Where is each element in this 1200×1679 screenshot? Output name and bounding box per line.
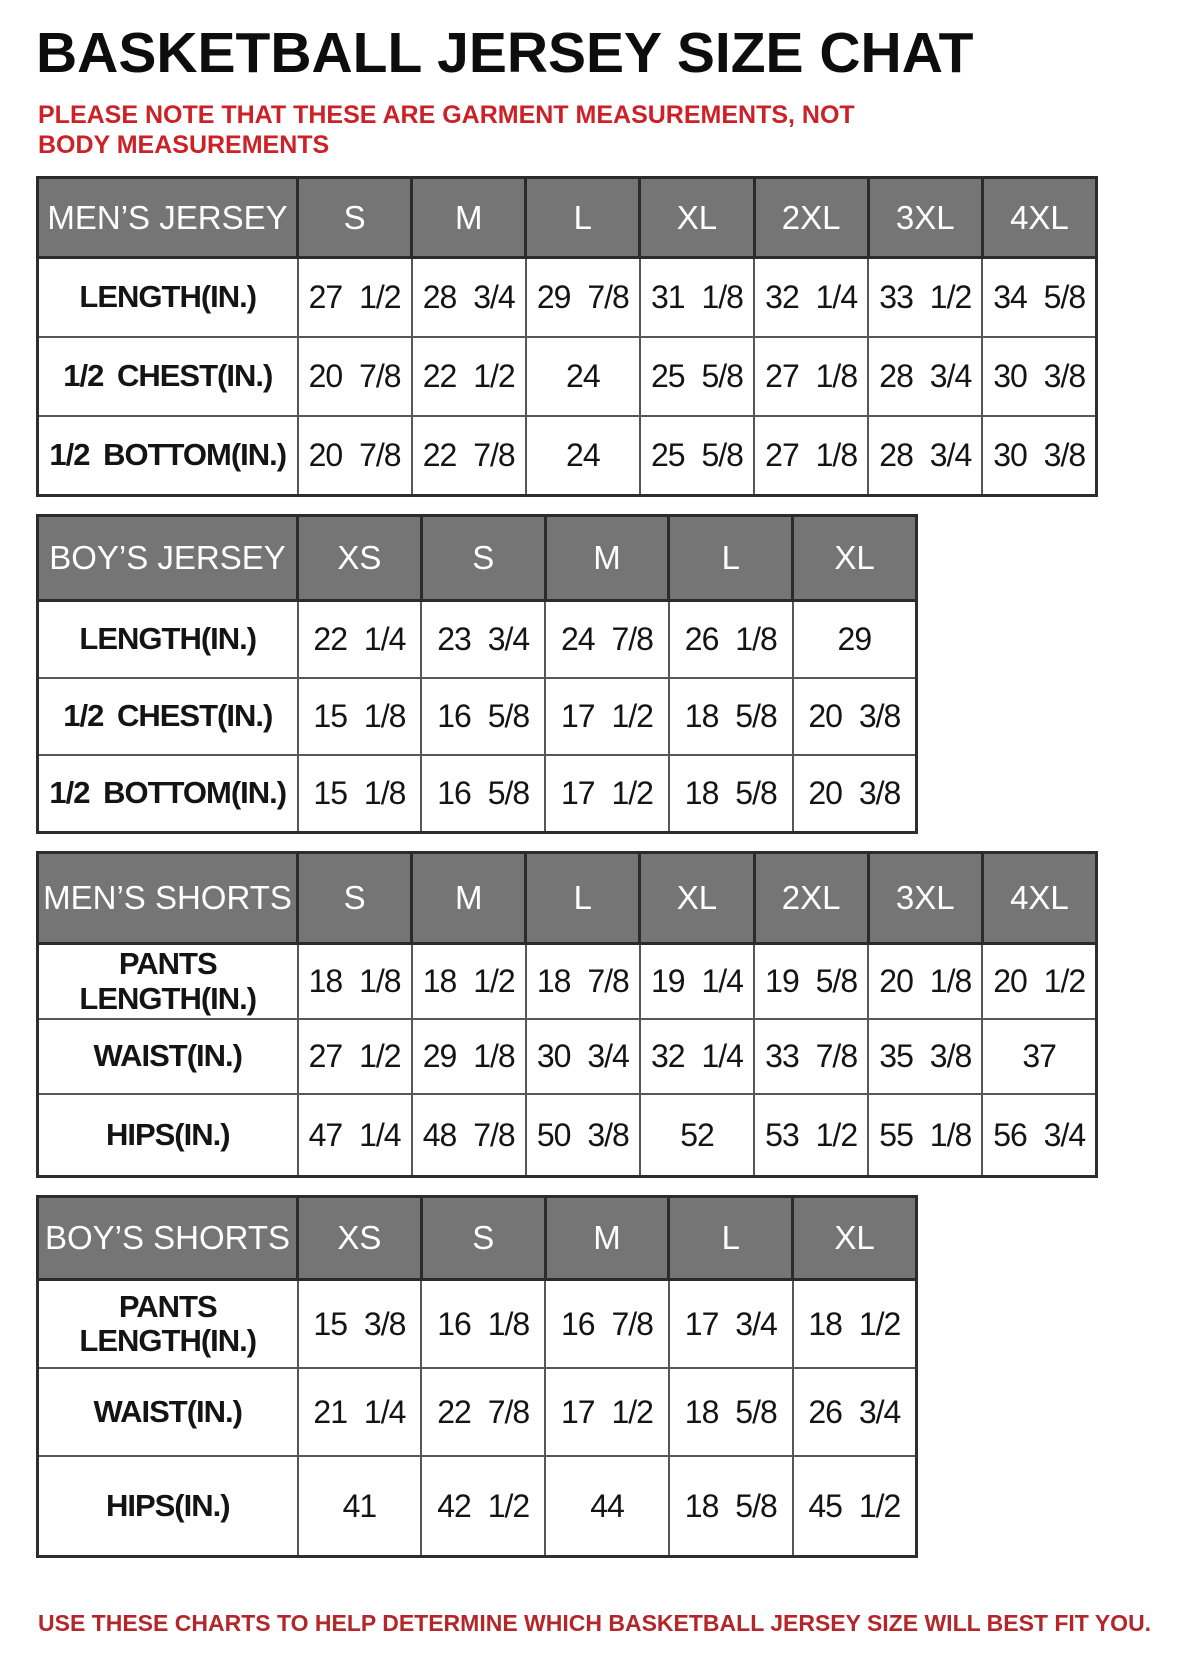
value-cell: 15 1/8 <box>298 755 422 833</box>
value-cell: 18 1/2 <box>793 1280 917 1369</box>
row-label: 1/2 BOTTOM(IN.) <box>38 755 298 833</box>
value-cell: 20 1/8 <box>868 944 982 1020</box>
table-header-row <box>38 516 917 601</box>
size-header-cell: L <box>526 178 640 258</box>
size-header-cell: 2XL <box>754 178 868 258</box>
value-cell: 20 3/8 <box>793 755 917 833</box>
size-header-cell: M <box>545 516 669 601</box>
size-header-cell: 3XL <box>868 178 982 258</box>
value-cell: 27 1/2 <box>298 258 412 338</box>
table-header-row <box>38 178 1097 258</box>
value-cell: 42 1/2 <box>421 1456 545 1557</box>
value-cell: 20 1/2 <box>982 944 1096 1020</box>
table-title-cell: BOY’S JERSEY <box>38 516 298 601</box>
value-cell: 28 3/4 <box>868 337 982 416</box>
value-cell: 20 7/8 <box>298 416 412 496</box>
value-cell: 33 7/8 <box>754 1019 868 1094</box>
size-header-cell: S <box>421 516 545 601</box>
value-cell: 25 5/8 <box>640 337 754 416</box>
table-header-row <box>38 1197 917 1280</box>
value-cell: 28 3/4 <box>412 258 526 338</box>
value-cell: 15 1/8 <box>298 678 422 755</box>
value-cell: 32 1/4 <box>640 1019 754 1094</box>
value-cell: 24 <box>526 337 640 416</box>
value-cell: 55 1/8 <box>868 1094 982 1177</box>
value-cell: 22 7/8 <box>412 416 526 496</box>
table-row <box>38 1368 917 1456</box>
row-label: 1/2 BOTTOM(IN.) <box>38 416 298 496</box>
value-cell: 25 5/8 <box>640 416 754 496</box>
size-header-cell: XL <box>640 178 754 258</box>
size-header-cell: S <box>421 1197 545 1280</box>
value-cell: 15 3/8 <box>298 1280 422 1369</box>
table-row <box>38 416 1097 496</box>
row-label: WAIST(IN.) <box>38 1368 298 1456</box>
table-row <box>38 1280 917 1369</box>
table-row <box>38 755 917 833</box>
table-row <box>38 1094 1097 1177</box>
value-cell: 37 <box>982 1019 1096 1094</box>
value-cell: 18 7/8 <box>526 944 640 1020</box>
size-header-cell: M <box>412 853 526 944</box>
size-header-cell: 4XL <box>982 853 1096 944</box>
row-label: 1/2 CHEST(IN.) <box>38 678 298 755</box>
row-label: WAIST(IN.) <box>38 1019 298 1094</box>
value-cell: 48 7/8 <box>412 1094 526 1177</box>
value-cell: 16 1/8 <box>421 1280 545 1369</box>
mens-shorts-table <box>36 851 1098 1178</box>
table-title-cell: MEN’S JERSEY <box>38 178 298 258</box>
value-cell: 29 <box>793 601 917 679</box>
row-label: HIPS(IN.) <box>38 1456 298 1557</box>
table-row <box>38 601 917 679</box>
value-cell: 18 5/8 <box>669 678 793 755</box>
value-cell: 23 3/4 <box>421 601 545 679</box>
value-cell: 26 3/4 <box>793 1368 917 1456</box>
mens-jersey-table <box>36 176 1098 497</box>
size-header-cell: XS <box>298 516 422 601</box>
value-cell: 31 1/8 <box>640 258 754 338</box>
size-header-cell: XL <box>793 516 917 601</box>
size-header-cell: 4XL <box>982 178 1096 258</box>
value-cell: 34 5/8 <box>982 258 1096 338</box>
value-cell: 18 5/8 <box>669 755 793 833</box>
value-cell: 20 3/8 <box>793 678 917 755</box>
value-cell: 18 1/8 <box>298 944 412 1020</box>
size-header-cell: L <box>669 516 793 601</box>
size-header-cell: XL <box>793 1197 917 1280</box>
value-cell: 41 <box>298 1456 422 1557</box>
boys-shorts-table <box>36 1195 918 1558</box>
size-header-cell: L <box>526 853 640 944</box>
value-cell: 27 1/2 <box>298 1019 412 1094</box>
row-label: PANTS LENGTH(IN.) <box>38 1280 298 1369</box>
value-cell: 22 1/2 <box>412 337 526 416</box>
value-cell: 30 3/8 <box>982 416 1096 496</box>
value-cell: 50 3/8 <box>526 1094 640 1177</box>
value-cell: 24 7/8 <box>545 601 669 679</box>
value-cell: 17 1/2 <box>545 755 669 833</box>
table-title-cell: BOY’S SHORTS <box>38 1197 298 1280</box>
table-row <box>38 678 917 755</box>
size-header-cell: 2XL <box>754 853 868 944</box>
row-label: HIPS(IN.) <box>38 1094 298 1177</box>
value-cell: 29 7/8 <box>526 258 640 338</box>
size-header-cell: M <box>545 1197 669 1280</box>
value-cell: 18 5/8 <box>669 1368 793 1456</box>
value-cell: 16 5/8 <box>421 678 545 755</box>
value-cell: 17 1/2 <box>545 678 669 755</box>
value-cell: 22 7/8 <box>421 1368 545 1456</box>
value-cell: 28 3/4 <box>868 416 982 496</box>
value-cell: 30 3/4 <box>526 1019 640 1094</box>
size-header-cell: XL <box>640 853 754 944</box>
value-cell: 16 5/8 <box>421 755 545 833</box>
value-cell: 30 3/8 <box>982 337 1096 416</box>
value-cell: 16 7/8 <box>545 1280 669 1369</box>
value-cell: 17 3/4 <box>669 1280 793 1369</box>
value-cell: 21 1/4 <box>298 1368 422 1456</box>
value-cell: 27 1/8 <box>754 337 868 416</box>
value-cell: 17 1/2 <box>545 1368 669 1456</box>
boys-jersey-table <box>36 514 918 834</box>
table-row <box>38 258 1097 338</box>
value-cell: 45 1/2 <box>793 1456 917 1557</box>
page-title: BASKETBALL JERSEY SIZE CHAT <box>36 21 974 85</box>
value-cell: 24 <box>526 416 640 496</box>
value-cell: 22 1/4 <box>298 601 422 679</box>
row-label: LENGTH(IN.) <box>38 258 298 338</box>
value-cell: 18 1/2 <box>412 944 526 1020</box>
value-cell: 26 1/8 <box>669 601 793 679</box>
garment-note: PLEASE NOTE THAT THESE ARE GARMENT MEASUREMENTS, NOT BODY MEASUREMENTS <box>38 101 855 159</box>
value-cell: 19 5/8 <box>754 944 868 1020</box>
table-row <box>38 944 1097 1020</box>
table-row <box>38 1456 917 1557</box>
usage-note: USE THESE CHARTS TO HELP DETERMINE WHICH BASKETBALL JERSEY SIZE WILL BEST FIT YOU. <box>38 1610 1152 1636</box>
value-cell: 29 1/8 <box>412 1019 526 1094</box>
value-cell: 35 3/8 <box>868 1019 982 1094</box>
value-cell: 44 <box>545 1456 669 1557</box>
table-header-row <box>38 853 1097 944</box>
size-header-cell: S <box>298 853 412 944</box>
value-cell: 52 <box>640 1094 754 1177</box>
value-cell: 47 1/4 <box>298 1094 412 1177</box>
value-cell: 20 7/8 <box>298 337 412 416</box>
table-row <box>38 1019 1097 1094</box>
value-cell: 19 1/4 <box>640 944 754 1020</box>
size-header-cell: 3XL <box>868 853 982 944</box>
value-cell: 56 3/4 <box>982 1094 1096 1177</box>
size-header-cell: M <box>412 178 526 258</box>
value-cell: 27 1/8 <box>754 416 868 496</box>
table-title-cell: MEN’S SHORTS <box>38 853 298 944</box>
value-cell: 53 1/2 <box>754 1094 868 1177</box>
size-header-cell: S <box>298 178 412 258</box>
value-cell: 32 1/4 <box>754 258 868 338</box>
row-label: LENGTH(IN.) <box>38 601 298 679</box>
table-row <box>38 337 1097 416</box>
row-label: PANTS LENGTH(IN.) <box>38 944 298 1020</box>
row-label: 1/2 CHEST(IN.) <box>38 337 298 416</box>
value-cell: 18 5/8 <box>669 1456 793 1557</box>
size-header-cell: L <box>669 1197 793 1280</box>
value-cell: 33 1/2 <box>868 258 982 338</box>
size-header-cell: XS <box>298 1197 422 1280</box>
